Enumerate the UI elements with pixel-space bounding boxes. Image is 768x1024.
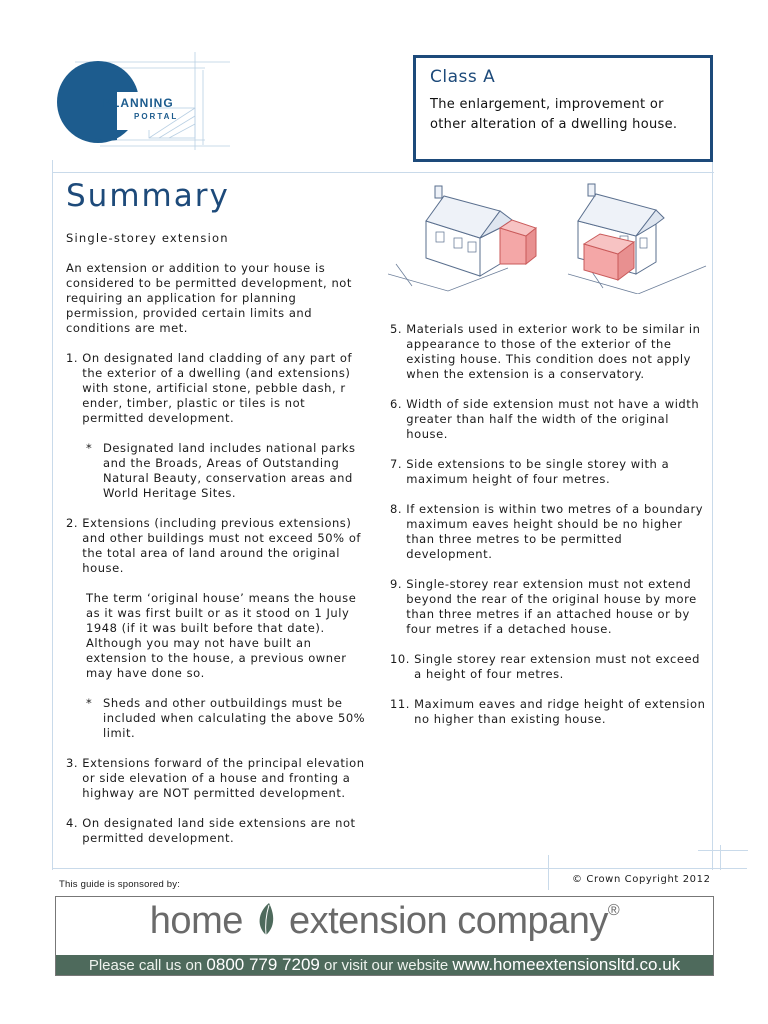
sponsor-name-part1: home [149, 900, 243, 942]
item-text: Maximum eaves and ridge height of extension no higher than existing house. [414, 697, 706, 726]
blueprint-line [548, 855, 549, 890]
item-text: On designated land cladding of any part of the exterior of a dwelling (and extensions) with stone, artificial stone, pebble dash, r ender, timber, plastic or tiles is not permitted development. [82, 351, 353, 425]
blueprint-line [712, 160, 713, 870]
blueprint-line [380, 868, 381, 869]
item-number: 2. [66, 516, 83, 530]
list-item-3 [66, 756, 371, 801]
item-number: 4. [66, 816, 83, 830]
list-item-2 [66, 516, 371, 576]
contact-text-a: Please call us on [88, 957, 207, 974]
item-number: 10. [390, 652, 415, 666]
class-info-box [413, 55, 713, 162]
sponsor-name [56, 900, 713, 943]
list-item-11 [390, 697, 710, 727]
note-designated-land [66, 441, 371, 501]
item-text: Single-storey rear extension must not extend beyond the rear of the original house by more than three metres if an attached house or by four metres if a detached house. [406, 577, 697, 636]
item-text: Single storey rear extension must not exceed a height of four metres. [414, 652, 700, 681]
item-text: Materials used in exterior work to be similar in appearance to those of the exterior of the existing house. This condition does not apply when the extension is a conservatory. [406, 322, 701, 381]
list-item-6 [390, 397, 710, 442]
contact-text-b: or visit our website [319, 957, 453, 974]
item-text: Side extensions to be single storey with a maximum height of four metres. [406, 457, 670, 486]
sponsor-name-part2: extension company [288, 900, 608, 942]
item-number: 8. [390, 502, 407, 516]
list-item-7 [390, 457, 710, 487]
logo-text-portal: PORTAL [134, 112, 179, 121]
item-text: Extensions forward of the principal elevation or side elevation of a house and fronting a highway are NOT permitted development. [82, 756, 365, 800]
summary-subtitle: Single-storey extension [66, 231, 229, 245]
blueprint-line [52, 172, 714, 173]
sponsor-label: This guide is sponsored by: [59, 879, 181, 890]
item-number: 1. [66, 351, 83, 365]
leaf-icon [255, 901, 277, 937]
blueprint-line [52, 160, 53, 870]
sponsor-website-link[interactable]: www.homeextensionsltd.co.uk [452, 955, 681, 974]
sponsor-banner[interactable] [55, 896, 714, 976]
bullet-star: * [86, 696, 93, 710]
sponsor-contact-bar [56, 955, 713, 975]
item-text: Extensions (including previous extensions) and other buildings must not exceed 50% of the total area of land around the original house. [82, 516, 362, 575]
list-item-10 [390, 652, 710, 682]
copyright-notice: © Crown Copyright 2012 [572, 874, 711, 885]
item-number: 3. [66, 756, 83, 770]
right-column [390, 322, 710, 742]
note-sheds [66, 696, 371, 741]
house-extension-illustration [388, 176, 710, 294]
item-text: If extension is within two metres of a boundary maximum eaves height should be no higher than three metres to be permitted development. [406, 502, 704, 561]
blueprint-line [698, 850, 748, 851]
list-item-4 [66, 816, 371, 846]
item-number: 9. [390, 577, 407, 591]
summary-title: Summary [66, 178, 230, 214]
list-item-8 [390, 502, 710, 562]
item-number: 6. [390, 397, 407, 411]
sponsor-phone[interactable]: 0800 779 7209 [206, 955, 320, 974]
item-text: Width of side extension must not have a width greater than half the width of the original house. [406, 397, 700, 441]
left-column [66, 261, 371, 861]
intro-paragraph: An extension or addition to your house is considered to be permitted development, not requiring an application for planning permission, provided certain limits and conditions are met. [66, 261, 352, 335]
item-number: 5. [390, 322, 407, 336]
registered-mark: ® [607, 902, 620, 919]
class-description: The enlargement, improvement or other alteration of a dwelling house. [430, 97, 678, 132]
note-text: Designated land includes national parks and the Broads, Areas of Outstanding Natural Beauty, conservation areas and World Heritage Sites. [103, 441, 356, 500]
blueprint-line [52, 868, 747, 869]
bullet-star: * [86, 441, 93, 455]
item-number: 11. [390, 697, 415, 711]
item-text: On designated land side extensions are not permitted development. [82, 816, 356, 845]
list-item-5 [390, 322, 710, 382]
note-text: Sheds and other outbuildings must be included when calculating the above 50% limit. [103, 696, 366, 740]
item-number: 7. [390, 457, 407, 471]
list-item-1 [66, 351, 371, 426]
list-item-9 [390, 577, 710, 637]
class-title: Class A [430, 67, 496, 87]
blueprint-line [720, 845, 721, 870]
logo-text-planning: PLANNING [103, 96, 174, 110]
original-house-paragraph: The term ‘original house’ means the house as it was first built or as it stood on 1 July 1948 (if it was built before that date). Although you may not have built an extension to the house, a previous owner may have done so. [86, 591, 357, 680]
